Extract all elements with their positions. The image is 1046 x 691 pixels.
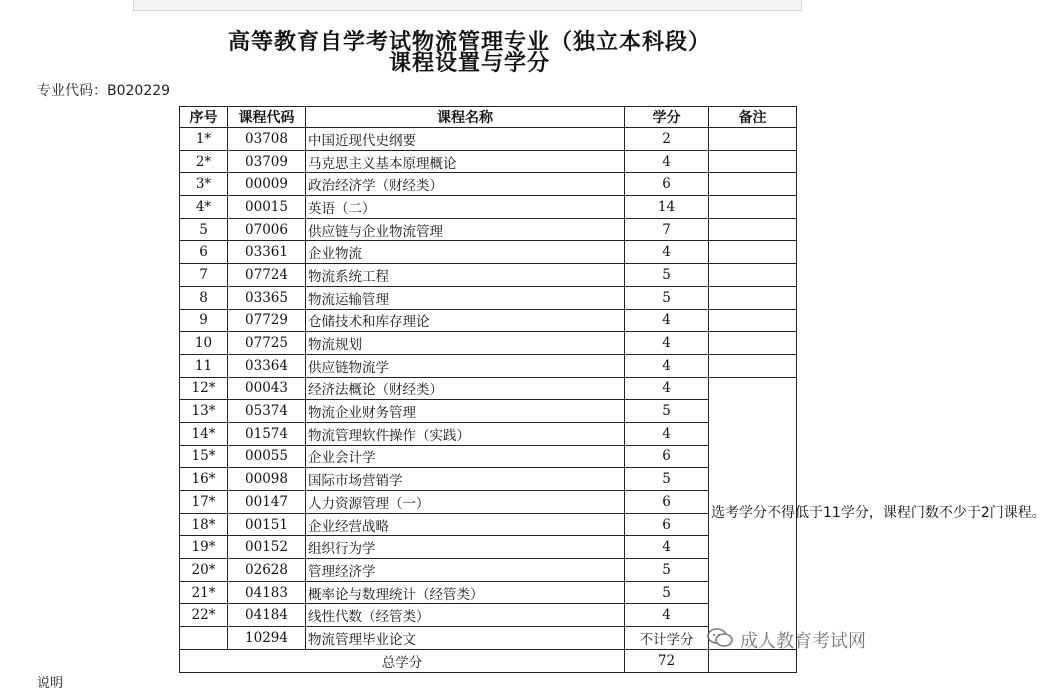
course-code: 07729 — [228, 309, 306, 332]
course-credit: 4 — [625, 309, 709, 332]
course-credit: 4 — [625, 241, 709, 264]
course-code: 00151 — [228, 513, 306, 536]
course-name: 物流管理软件操作（实践） — [306, 422, 625, 445]
table-row — [180, 559, 797, 582]
row-index: 19* — [180, 536, 228, 559]
course-name: 政治经济学（财经类） — [306, 173, 625, 196]
table-row — [180, 128, 797, 151]
course-name: 物流企业财务管理 — [306, 400, 625, 423]
total-label: 总学分 — [180, 649, 625, 672]
course-name: 组织行为学 — [306, 536, 625, 559]
header-idx: 序号 — [180, 107, 228, 128]
table-row — [180, 491, 797, 514]
course-credit: 5 — [625, 286, 709, 309]
table-row — [180, 581, 797, 604]
course-credit: 4 — [625, 604, 709, 627]
note-cell — [709, 196, 797, 219]
course-code: 00009 — [228, 173, 306, 196]
table-row — [180, 332, 797, 355]
course-name: 物流规划 — [306, 332, 625, 355]
table-row — [180, 354, 797, 377]
table-header-row — [180, 107, 797, 128]
course-name: 中国近现代史纲要 — [306, 128, 625, 151]
table-row — [180, 377, 797, 400]
table-row — [180, 196, 797, 219]
course-credit: 5 — [625, 400, 709, 423]
watermark-text: 成人教育考试网 — [740, 631, 866, 652]
note-cell — [709, 150, 797, 173]
note-cell — [709, 354, 797, 377]
course-name: 供应链物流学 — [306, 354, 625, 377]
course-name: 物流运输管理 — [306, 286, 625, 309]
table-row — [180, 286, 797, 309]
course-code: 10294 — [228, 627, 306, 650]
course-credit: 4 — [625, 422, 709, 445]
note-cell — [709, 241, 797, 264]
course-name: 概率论与数理统计（经管类） — [306, 581, 625, 604]
row-index: 13* — [180, 400, 228, 423]
table-row — [180, 513, 797, 536]
course-credit: 4 — [625, 377, 709, 400]
course-credit: 7 — [625, 218, 709, 241]
course-name: 企业会计学 — [306, 445, 625, 468]
table-row — [180, 468, 797, 491]
note-cell — [709, 264, 797, 287]
total-credit: 72 — [625, 649, 709, 672]
course-code: 07006 — [228, 218, 306, 241]
table-row — [180, 173, 797, 196]
row-index: 22* — [180, 604, 228, 627]
course-credit: 5 — [625, 264, 709, 287]
course-code: 07724 — [228, 264, 306, 287]
course-code: 02628 — [228, 559, 306, 582]
row-index: 12* — [180, 377, 228, 400]
course-code: 00147 — [228, 491, 306, 514]
course-code: 00055 — [228, 445, 306, 468]
course-code: 05374 — [228, 400, 306, 423]
course-credit: 5 — [625, 559, 709, 582]
course-credit: 4 — [625, 332, 709, 355]
table-row — [180, 218, 797, 241]
total-row — [180, 649, 797, 672]
table-row — [180, 445, 797, 468]
course-code: 04183 — [228, 581, 306, 604]
course-name: 人力资源管理（一） — [306, 491, 625, 514]
wechat-icon — [706, 627, 734, 654]
row-index: 11 — [180, 354, 228, 377]
course-name: 物流管理毕业论文 — [306, 627, 625, 650]
course-code: 03364 — [228, 354, 306, 377]
header-name: 课程名称 — [306, 107, 625, 128]
course-code: 00043 — [228, 377, 306, 400]
course-credit: 6 — [625, 491, 709, 514]
course-credit: 5 — [625, 468, 709, 491]
header-credit: 学分 — [625, 107, 709, 128]
course-credit: 6 — [625, 513, 709, 536]
header-code: 课程代码 — [228, 107, 306, 128]
table-row — [180, 536, 797, 559]
course-credit: 6 — [625, 173, 709, 196]
page-title: 高等教育自学考试物流管理专业（独立本科段） — [227, 29, 711, 55]
major-code: 专业代码：B020229 — [37, 83, 171, 99]
table-row — [180, 264, 797, 287]
row-index: 4* — [180, 196, 228, 219]
course-credit: 不计学分 — [625, 627, 709, 650]
course-code: 01574 — [228, 422, 306, 445]
header-note: 备注 — [709, 107, 797, 128]
course-name: 经济法概论（财经类） — [306, 377, 625, 400]
course-code: 03365 — [228, 286, 306, 309]
row-index: 16* — [180, 468, 228, 491]
footer-note: 说明 — [37, 676, 64, 691]
course-code: 00015 — [228, 196, 306, 219]
table-row — [180, 241, 797, 264]
elective-note: 选考学分不得低于11学分，课程门数不少于2门课程。 — [709, 377, 797, 649]
course-name: 英语（二） — [306, 196, 625, 219]
course-credit: 5 — [625, 581, 709, 604]
course-name: 管理经济学 — [306, 559, 625, 582]
course-credit: 14 — [625, 196, 709, 219]
note-cell — [709, 332, 797, 355]
row-index: 17* — [180, 491, 228, 514]
course-name: 仓储技术和库存理论 — [306, 309, 625, 332]
course-code: 03709 — [228, 150, 306, 173]
row-index: 15* — [180, 445, 228, 468]
course-credit: 6 — [625, 445, 709, 468]
course-credit: 4 — [625, 150, 709, 173]
table-row — [180, 400, 797, 423]
page-subtitle: 课程设置与学分 — [388, 50, 550, 76]
course-name: 企业经营战略 — [306, 513, 625, 536]
course-code: 07725 — [228, 332, 306, 355]
row-index: 1* — [180, 128, 228, 151]
course-name: 线性代数（经管类） — [306, 604, 625, 627]
top-bar — [133, 0, 802, 11]
course-code: 04184 — [228, 604, 306, 627]
row-index: 18* — [180, 513, 228, 536]
row-index: 2* — [180, 150, 228, 173]
row-index: 14* — [180, 422, 228, 445]
course-name: 物流系统工程 — [306, 264, 625, 287]
row-index: 10 — [180, 332, 228, 355]
row-index: 3* — [180, 173, 228, 196]
table-row — [180, 150, 797, 173]
course-credit: 4 — [625, 354, 709, 377]
row-index: 7 — [180, 264, 228, 287]
course-code: 00152 — [228, 536, 306, 559]
course-code: 00098 — [228, 468, 306, 491]
note-cell — [709, 173, 797, 196]
table-row — [180, 627, 797, 650]
course-name: 国际市场营销学 — [306, 468, 625, 491]
row-index — [180, 627, 228, 650]
table-row — [180, 422, 797, 445]
course-name: 供应链与企业物流管理 — [306, 218, 625, 241]
row-index: 5 — [180, 218, 228, 241]
course-credit: 2 — [625, 128, 709, 151]
note-cell — [709, 218, 797, 241]
row-index: 6 — [180, 241, 228, 264]
table-row — [180, 604, 797, 627]
note-cell — [709, 286, 797, 309]
row-index: 8 — [180, 286, 228, 309]
note-cell — [709, 309, 797, 332]
watermark — [706, 625, 866, 655]
row-index: 20* — [180, 559, 228, 582]
course-name: 马克思主义基本原理概论 — [306, 150, 625, 173]
table-row — [180, 309, 797, 332]
row-index: 9 — [180, 309, 228, 332]
row-index: 21* — [180, 581, 228, 604]
course-credit: 4 — [625, 536, 709, 559]
course-code: 03708 — [228, 128, 306, 151]
note-cell — [709, 128, 797, 151]
course-code: 03361 — [228, 241, 306, 264]
course-name: 企业物流 — [306, 241, 625, 264]
